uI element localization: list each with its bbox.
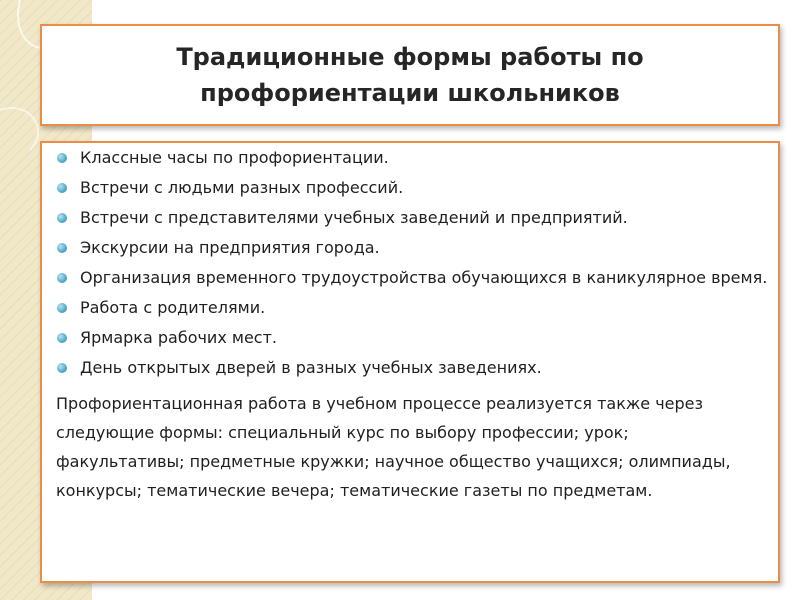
bullet-item xyxy=(56,240,768,256)
bullet-text: Организация временного трудоустройства обучающихся в каникулярное время. xyxy=(80,268,768,287)
bullet-text: День открытых дверей в разных учебных заведениях. xyxy=(80,358,542,377)
bullet-dot-icon xyxy=(57,213,67,223)
bullet-item xyxy=(56,150,768,166)
body-paragraph: Профориентационная работа в учебном процессе реализуется также через следующие формы: специальный курс по выбору профессии; урок; факультативы; предметные кружки; научное общество учащихся; олимпиады, конкурсы; тематические вечера; тематические газеты по предметам. xyxy=(56,394,731,500)
bullet-dot-icon xyxy=(57,243,67,253)
bullet-text: Экскурсии на предприятия города. xyxy=(80,238,380,257)
bullet-item xyxy=(56,300,768,316)
bullet-item xyxy=(56,360,768,376)
bullet-dot-icon xyxy=(57,183,67,193)
bullet-list xyxy=(56,150,768,376)
bullet-dot-icon xyxy=(57,153,67,163)
slide-title: Традиционные формы работы по профориентации школьников xyxy=(176,43,644,107)
title-box xyxy=(40,24,780,126)
bullet-text: Встречи с представителями учебных заведений и предприятий. xyxy=(80,208,628,227)
bullet-text: Классные часы по профориентации. xyxy=(80,148,389,167)
bullet-item xyxy=(56,210,768,226)
bullet-item xyxy=(56,330,768,346)
content-box xyxy=(40,141,780,583)
bullet-dot-icon xyxy=(57,363,67,373)
bullet-item xyxy=(56,270,768,286)
bullet-dot-icon xyxy=(57,303,67,313)
bullet-dot-icon xyxy=(57,273,67,283)
bullet-text: Ярмарка рабочих мест. xyxy=(80,328,277,347)
bullet-text: Работа с родителями. xyxy=(80,298,266,317)
bullet-item xyxy=(56,180,768,196)
bullet-dot-icon xyxy=(57,333,67,343)
bullet-text: Встречи с людьми разных профессий. xyxy=(80,178,404,197)
